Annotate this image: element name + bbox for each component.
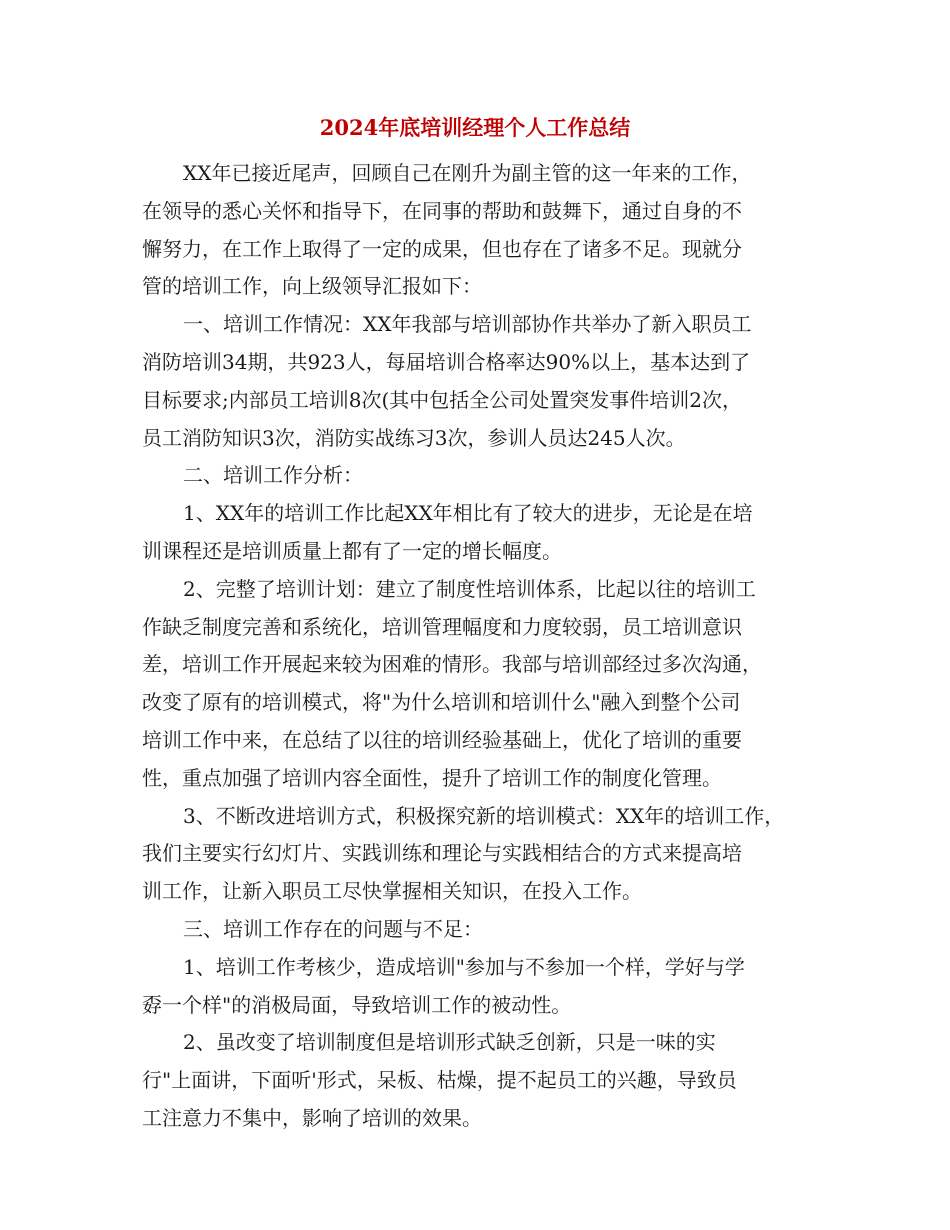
text-line-21: 三、培训工作存在的问题与不足： xyxy=(183,916,483,941)
text-line-4: 管的培训工作，向上级领导汇报如下： xyxy=(142,274,482,299)
text-line-20: 训工作，让新入职员工尽快掌握相关知识，在投入工作。 xyxy=(142,879,642,904)
text-line-19: 我们主要实行幻灯片、实践训练和理论与实践相结合的方式来提高培 xyxy=(142,841,742,866)
text-line-26: 工注意力不集中，影响了培训的效果。 xyxy=(142,1105,482,1130)
text-line-3: 懈努力，在工作上取得了一定的成果，但也存在了诸多不足。现就分 xyxy=(142,236,742,261)
text-line-6: 消防培训34期，共923人，每届培训合格率达90%以上，基本达到了 xyxy=(142,349,751,374)
text-line-8: 员工消防知识3次，消防实战练习3次，参训人员达245人次。 xyxy=(142,425,686,450)
text-line-7: 目标要求;内部员工培训8次(其中包括全公司处置突发事件培训2次， xyxy=(142,387,742,412)
text-line-10: 1、XX年的培训工作比起XX年相比有了较大的进步，无论是在培 xyxy=(183,501,753,526)
text-line-14: 差，培训工作开展起来较为困难的情形。我部与培训部经过多次沟通， xyxy=(142,652,762,677)
text-line-9: 二、培训工作分析： xyxy=(183,463,363,488)
text-line-16: 培训工作中来，在总结了以往的培训经验基础上，优化了培训的重要 xyxy=(142,727,742,752)
text-line-25: 行"上面讲，下面听'形式，呆板、枯燥，提不起员工的兴趣，导致员 xyxy=(142,1068,737,1093)
text-line-13: 作缺乏制度完善和系统化，培训管理幅度和力度较弱，员工培训意识 xyxy=(142,614,742,639)
text-line-17: 性，重点加强了培训内容全面性，提升了培训工作的制度化管理。 xyxy=(142,765,722,790)
text-line-11: 训课程还是培训质量上都有了一定的增长幅度。 xyxy=(142,538,562,563)
text-line-15: 改变了原有的培训模式，将"为什么培训和培训什么"融入到整个公司 xyxy=(142,690,741,715)
text-line-24: 2、虽改变了培训制度但是培训形式缺乏创新，只是一味的实 xyxy=(183,1030,716,1055)
text-line-2: 在领导的悉心关怀和指导下，在同事的帮助和鼓舞下，通过自身的不 xyxy=(142,198,742,223)
text-line-1: XX年已接近尾声，回顾自己在刚升为副主管的这一年来的工作， xyxy=(183,161,752,185)
document-body xyxy=(142,155,812,1138)
text-line-23: 孬一个样"的消极局面，导致培训工作的被动性。 xyxy=(142,992,572,1017)
text-line-22: 1、培训工作考核少，造成培训"参加与不参加一个样，学好与学 xyxy=(183,954,745,979)
text-line-18: 3、不断改进培训方式，积极探究新的培训模式：XX年的培训工作， xyxy=(183,803,785,828)
text-line-5: 一、培训工作情况：XX年我部与培训部协作共举办了新入职员工 xyxy=(183,312,752,337)
document-title: 2024年底培训经理个人工作总结 xyxy=(319,115,631,140)
text-line-12: 2、完整了培训计划：建立了制度性培训体系，比起以往的培训工 xyxy=(183,576,756,601)
